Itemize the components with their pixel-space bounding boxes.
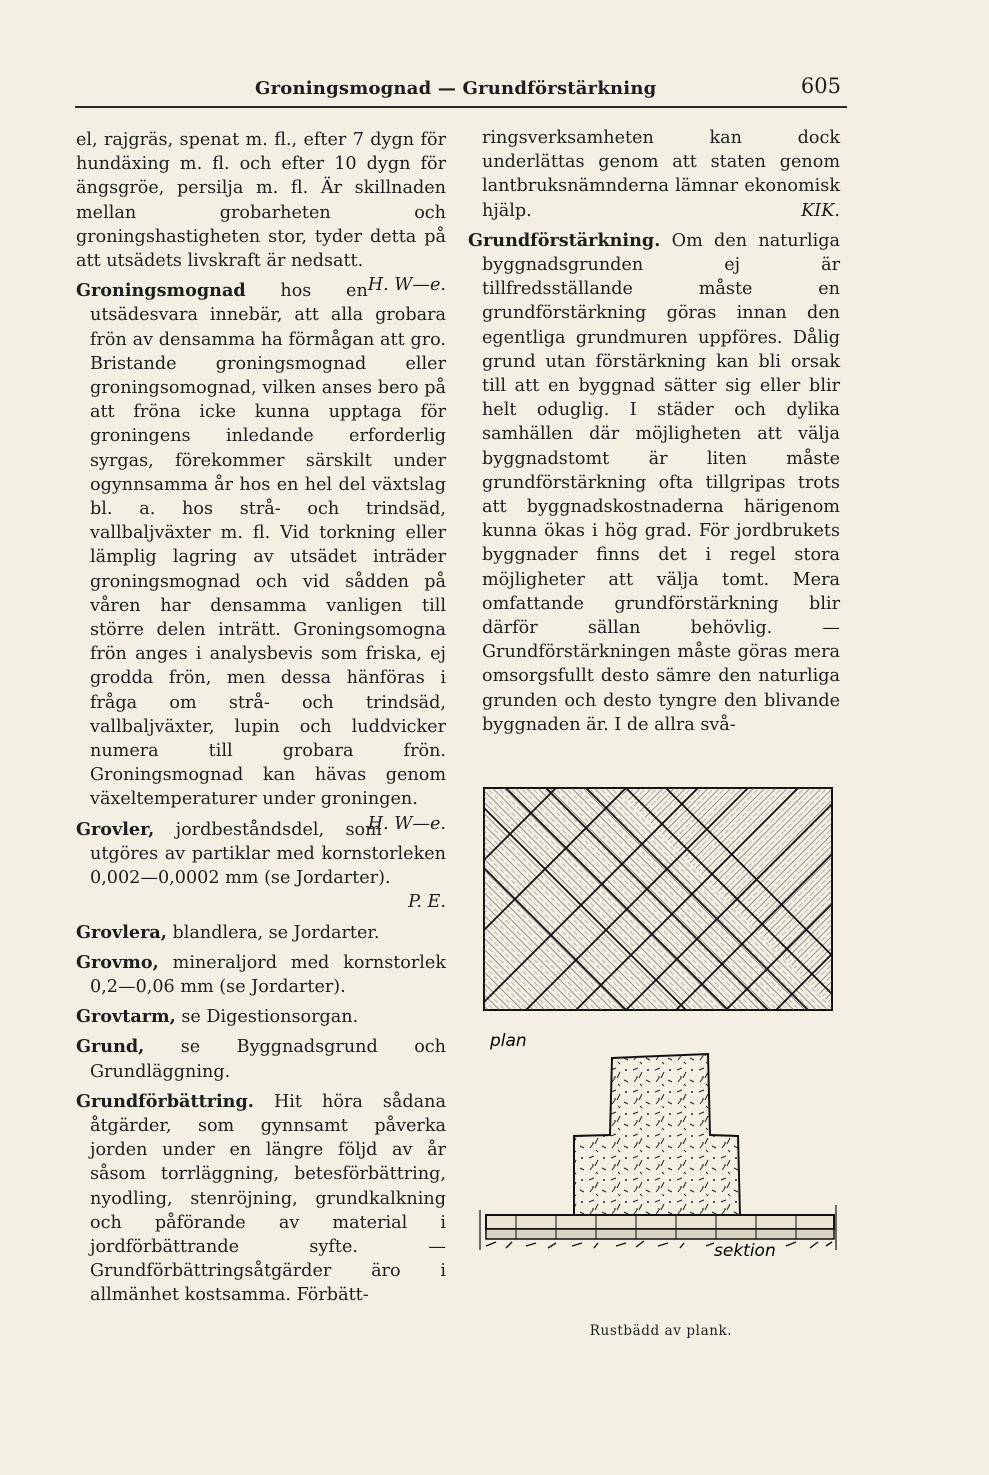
entry-grund — [76, 1035, 446, 1083]
entry-text: se Byggnadsgrund och Grundläggning. — [90, 1037, 446, 1082]
entry-text: hos en utsädesvara innebär, att alla grobara frön av densamma ha förmågan att gro. Bristande groningsmognad eller groningsomognad, vilken anses bero på att fröna icke kunna upptaga för groningens inledande erforderlig syrgas, förekommer särskilt under ogynnsamma år hos en hel del växtslag bl. a. hos strå- och trindsäd, vallbaljväxter m. fl. Vid torkning eller lämplig lagring av utsädet inträder groningsmognad och vid sådden på våren har densamma vanligen till större delen inträtt. Groningsomogna frön anges i analysbevis som friska, ej grodda frön, men dessa hänföras i fråga om strå- och trindsäd, vallbaljväxter, lupin och luddvicker numera till grobara frön. Groningsmognad kan hävas genom växeltemperaturer under groningen. — [90, 281, 446, 810]
figure-caption: Rustbädd av plank. — [589, 1323, 733, 1339]
entry-headword: Groningsmognad — [76, 280, 246, 302]
plan-view — [476, 788, 846, 1010]
entry-text: blandlera, se Jordarter. — [166, 922, 380, 943]
entry-grundforstarkning — [468, 229, 840, 737]
entry-headword: Grund, — [76, 1036, 145, 1058]
entry-headword: Grundförbättring. — [76, 1090, 254, 1112]
running-header — [75, 70, 845, 102]
entry-grundforbattring — [76, 1090, 446, 1308]
rustbadd-illustration — [476, 780, 846, 1320]
entry-grovlera — [76, 921, 446, 945]
entry-headword: Grovtarm, — [76, 1006, 176, 1028]
page-number: 605 — [800, 74, 841, 98]
entry-headword: Grovmo, — [76, 951, 159, 973]
author-signature: P. E. — [408, 892, 446, 913]
right-column — [468, 126, 840, 743]
header-title: Groningsmognad — Grundförstärkning — [255, 78, 657, 99]
entry-text: Hit höra sådana åtgärder, som gynnsamt påverka jorden under en längre följd av år såsom torrläggning, betesförbättring, nyodling, stenröjning, grundkalkning och påförande av material i jordförbättrande syfte. — Grundförbättringsåtgärder äro i allmänhet kostsamma. Förbätt- — [90, 1091, 446, 1306]
entry-grovtarm — [76, 1005, 446, 1029]
section-label: sektion — [714, 1241, 776, 1261]
header-rule — [75, 106, 847, 108]
entry-headword: Grundförstärkning. — [468, 229, 661, 251]
entry-text: el, rajgräs, spenat m. fl., efter 7 dygn för hundäxing m. fl. och efter 10 dygn för ängsgröe, persilja m. fl. Är skillnaden mellan grobarheten och groningshastigheten stor, tyder detta på att utsädets livskraft är nedsatt. — [76, 130, 446, 272]
entry-text: jordbeståndsdel, som utgöres av partiklar med kornstorleken 0,002—0,0002 mm (se Jordarter). — [90, 819, 446, 889]
plan-label: plan — [490, 1031, 527, 1051]
author-signature: KIK. — [801, 200, 840, 221]
entry-headword: Grovlera, — [76, 921, 167, 943]
entry-text: Om den naturliga byggnadsgrunden ej är tillfredsställande måste en grundförstärkning göras innan den egentliga grundmuren uppföres. Dålig grund utan förstärkning kan bli orsak till att en byggnad sätter sig eller blir helt oduglig. I städer och dylika samhällen där möjligheten att välja byggnadstomt är liten måste grundförstärkning ofta tillgripas trots att byggnadskostnaderna härigenom kunna ökas i hög grad. För jordbrukets byggnader finns det i regel stora möjligheter att välja tomt. Mera omfattande grundförstärkning blir därför sällan behövlig. — Grundförstärkningen måste göras mera omsorgsfullt desto sämre den naturliga grunden och desto tyngre den blivande byggnaden är. I de allra svå- — [482, 230, 840, 735]
section-view — [480, 1054, 836, 1250]
entry-text: mineraljord med kornstorlek 0,2—0,06 mm (se Jordarter). — [90, 952, 446, 997]
left-column — [76, 128, 446, 1314]
author-signature: H. W—e. — [367, 275, 446, 296]
entry-grovmo — [76, 951, 446, 999]
entry-headword: Grovler, — [76, 818, 155, 840]
entry-text: ringsverksamheten kan dock underlättas genom att staten genom lantbruksnämnderna lämnar ekonomisk hjälp. — [482, 128, 840, 221]
entry-text: se Digestionsorgan. — [175, 1007, 359, 1028]
author-signature: H. W—e. — [367, 813, 446, 834]
entry-continuation — [468, 126, 840, 223]
